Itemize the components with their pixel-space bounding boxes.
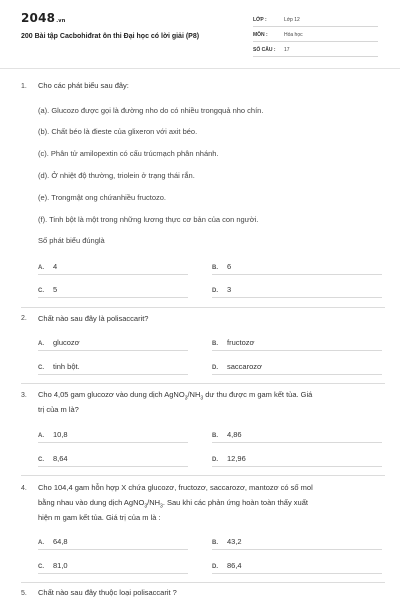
option-key: B. [212, 341, 218, 347]
option-key: C. [38, 457, 44, 463]
option-c[interactable] [38, 285, 57, 294]
logo-sub: .vn [56, 18, 66, 24]
question-separator [21, 475, 385, 476]
option-text: 43,2 [227, 537, 242, 546]
option-d[interactable] [212, 362, 262, 371]
option-c[interactable] [38, 362, 80, 371]
option-key: C. [38, 288, 44, 294]
header [0, 0, 400, 70]
option-underline [212, 374, 382, 375]
option-key: A. [38, 540, 44, 546]
option-key: C. [38, 564, 44, 570]
option-b[interactable] [212, 262, 231, 271]
meta-subject-label: MÔN : [253, 32, 268, 38]
option-text: 12,96 [227, 454, 246, 463]
meta-subject-value: Hóa học [284, 32, 303, 38]
document-title: 200 Bài tập Cacbohiđrat ôn thi Đại học có lời giải (P8) [21, 33, 200, 40]
option-text: glucozơ [53, 338, 80, 347]
option-b[interactable] [212, 537, 242, 546]
option-text: 86,4 [227, 561, 242, 570]
question-number: 2. [21, 315, 27, 322]
option-d[interactable] [212, 285, 231, 294]
option-a[interactable] [38, 537, 68, 546]
statement-f: (f). Tinh bột là một trong những lương thực cơ bản của con người. [38, 215, 259, 224]
meta-class-label: LỚP : [253, 17, 267, 23]
option-a[interactable] [38, 338, 80, 347]
site-logo[interactable] [21, 11, 66, 25]
statement-a: (a). Glucozo được gọi là đường nho do có nhiều trongquả nho chín. [38, 106, 264, 115]
option-text: 4 [53, 262, 58, 271]
option-text: 3 [227, 285, 232, 294]
question-separator [21, 307, 385, 308]
text-segment: /NH [187, 390, 201, 399]
option-key: B. [212, 433, 218, 439]
question-text: Chất nào sau đây thuộc loại polisaccarit ? [38, 588, 177, 597]
meta-subject [253, 32, 378, 42]
option-text: 10,8 [53, 430, 68, 439]
option-key: D. [212, 288, 218, 294]
option-underline [38, 442, 188, 443]
option-underline [38, 274, 188, 275]
option-text: 81,0 [53, 561, 68, 570]
option-d[interactable] [212, 561, 242, 570]
question-number: 3. [21, 392, 27, 399]
option-text: 64,8 [53, 537, 68, 546]
option-a[interactable] [38, 430, 68, 439]
meta-count-label: SỐ CÂU : [253, 47, 276, 53]
meta-count [253, 47, 378, 57]
statement-b: (b). Chất béo là đieste của glixeron với axit béo. [38, 127, 198, 136]
question-number: 4. [21, 485, 27, 492]
option-key: A. [38, 265, 44, 271]
question-text-line-3: hiện m gam kết tủa. Giá trị của m là : [38, 513, 161, 522]
option-underline [212, 573, 382, 574]
option-underline [212, 466, 382, 467]
text-segment: . Sau khi các phản ứng hoàn toàn thấy xuất [162, 498, 308, 507]
text-segment: Cho 4,05 gam glucozơ vào dung dịch AgNO [38, 390, 185, 399]
text-segment: dư thu được m gam kết tủa. Giá [203, 390, 313, 399]
meta-count-value: 17 [284, 47, 290, 53]
option-underline [38, 350, 188, 351]
option-underline [38, 297, 188, 298]
option-text: saccarozơ [227, 362, 262, 371]
option-underline [212, 350, 382, 351]
option-underline [38, 573, 188, 574]
statement-c: (c). Phân tử amilopextin có cấu trúcmạch phân nhánh. [38, 149, 219, 158]
question-text-line-2: trị của m là? [38, 405, 79, 414]
option-underline [38, 466, 188, 467]
subscript: 3 [160, 503, 163, 510]
option-underline [212, 442, 382, 443]
question-text: Cho các phát biểu sau đây: [38, 81, 129, 90]
question-separator [21, 582, 385, 583]
option-underline [38, 549, 188, 550]
option-key: B. [212, 540, 218, 546]
option-text: fructozơ [227, 338, 255, 347]
question-text: Chất nào sau đây là polisaccarit? [38, 314, 149, 323]
subscript: 3 [184, 395, 188, 402]
question-separator [21, 383, 385, 384]
option-c[interactable] [38, 454, 68, 463]
option-key: D. [212, 365, 218, 371]
option-key: A. [38, 341, 44, 347]
option-underline [212, 549, 382, 550]
option-key: A. [38, 433, 44, 439]
question-number: 1. [21, 83, 27, 90]
question-text-line-2 [38, 497, 308, 513]
option-text: 6 [227, 262, 232, 271]
option-a[interactable] [38, 262, 57, 271]
option-text: 8,64 [53, 454, 68, 463]
header-divider [0, 68, 400, 69]
text-segment: /NH [147, 498, 161, 507]
option-key: B. [212, 265, 218, 271]
logo-main: 2048 [21, 11, 56, 25]
subscript: 3 [200, 395, 204, 402]
question-text-line-1: Cho 104,4 gam hỗn hợp X chứa glucozơ, fructozơ, saccarozơ, mantozơ có số mol [38, 483, 313, 492]
option-text: 5 [53, 285, 58, 294]
option-underline [38, 374, 188, 375]
meta-class-value: Lớp 12 [284, 17, 300, 23]
question-prompt: Số phát biểu đúnglà [38, 236, 105, 245]
option-underline [212, 274, 382, 275]
statement-d: (d). Ở nhiệt độ thường, triolein ở trạng thái rắn. [38, 171, 195, 180]
question-text-line-1 [38, 389, 312, 405]
option-key: D. [212, 457, 218, 463]
option-c[interactable] [38, 561, 68, 570]
option-underline [212, 297, 382, 298]
meta-class [253, 17, 378, 27]
option-key: D. [212, 564, 218, 570]
question-number: 5. [21, 590, 27, 597]
option-b[interactable] [212, 338, 254, 347]
option-text: tinh bột. [53, 362, 80, 371]
option-text: 4,86 [227, 430, 242, 439]
option-key: C. [38, 365, 44, 371]
option-b[interactable] [212, 430, 242, 439]
statement-e: (e). Trongmật ong chứanhiều fructozo. [38, 193, 167, 202]
text-segment: bằng nhau vào dung dịch AgNO [38, 498, 145, 507]
subscript: 3 [144, 503, 148, 510]
option-d[interactable] [212, 454, 246, 463]
